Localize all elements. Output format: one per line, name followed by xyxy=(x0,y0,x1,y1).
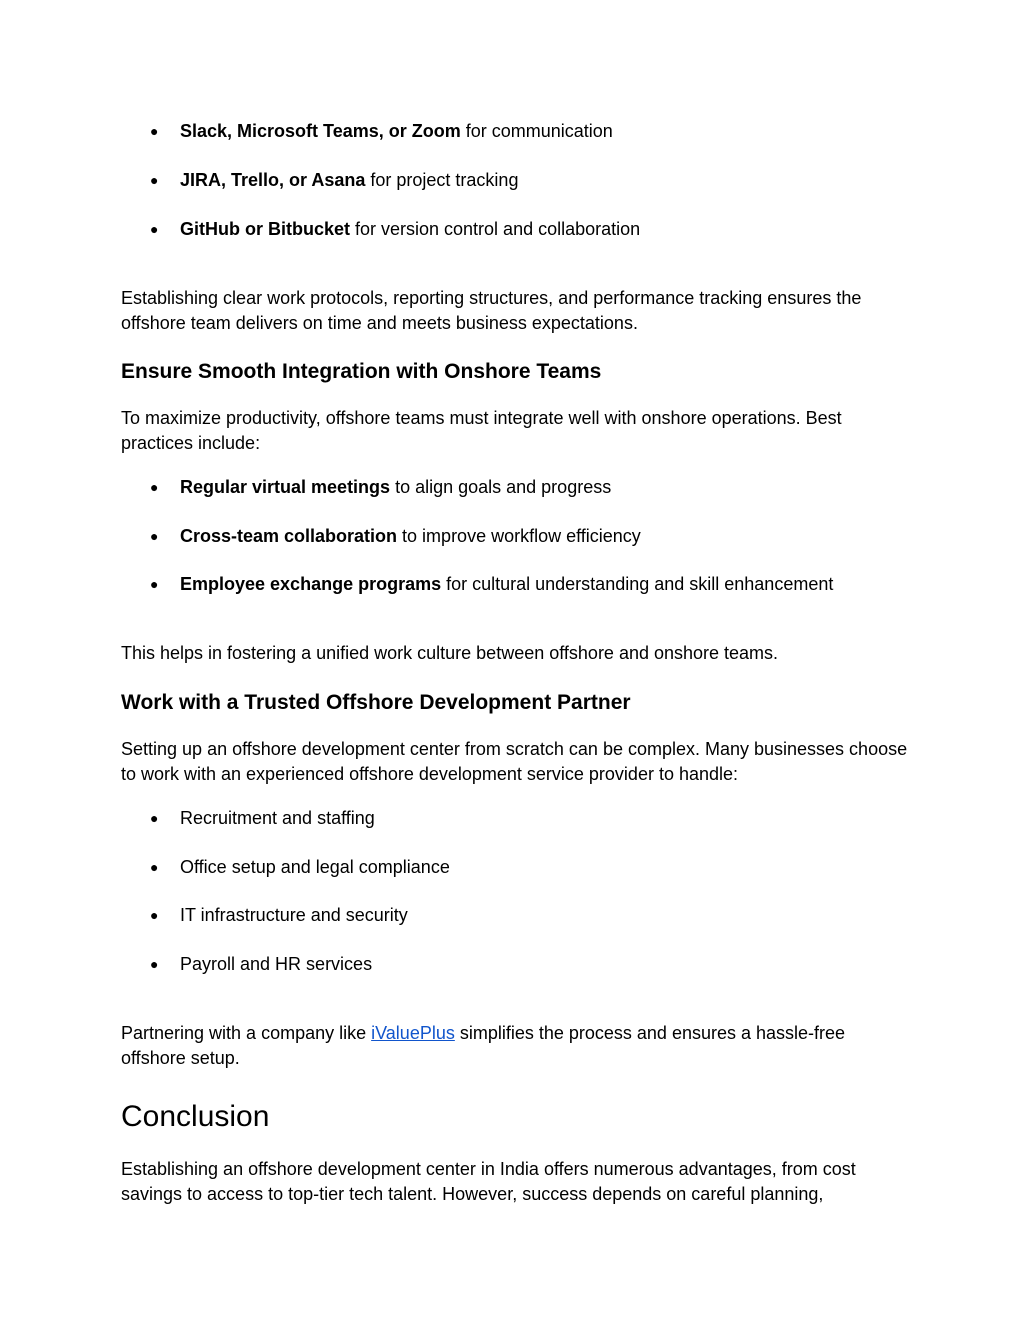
paragraph-integration: To maximize productivity, offshore teams must integrate well with onshore operations. Best practices include: xyxy=(121,408,842,453)
list-item-project-tools xyxy=(150,168,910,192)
list-item-text: for version control and collaboration xyxy=(350,219,641,239)
heading-partner: Work with a Trusted Offshore Development Partner xyxy=(121,691,631,714)
heading-integration: Ensure Smooth Integration with Onshore Teams xyxy=(121,360,602,383)
list-item-communication-tools xyxy=(150,119,910,143)
list-item-text: for communication xyxy=(460,121,613,141)
bullet-icon: ● xyxy=(150,810,159,826)
paragraph-protocols: Establishing clear work protocols, reporting structures, and performance tracking ensures the offshore team delivers on time and meets business expectations. xyxy=(121,288,862,333)
bullet-icon: ● xyxy=(150,576,159,592)
bullet-icon: ● xyxy=(150,528,159,544)
bullet-icon: ● xyxy=(150,907,159,923)
list-item-text: for cultural understanding and skill enhancement xyxy=(441,574,834,594)
bullet-icon: ● xyxy=(150,956,159,972)
bullet-icon: ● xyxy=(150,479,159,495)
bullet-icon: ● xyxy=(150,221,159,237)
heading-conclusion: Conclusion xyxy=(121,1100,270,1133)
list-item-bold: Slack, Microsoft Teams, or Zoom xyxy=(180,121,461,141)
list-item-payroll xyxy=(150,952,910,976)
list-item-office-setup xyxy=(150,855,910,879)
bullet-icon: ● xyxy=(150,123,159,139)
list-item-text: Recruitment and staffing xyxy=(180,808,375,828)
paragraph-text: Partnering with a company like xyxy=(121,1023,372,1043)
list-item-text: Payroll and HR services xyxy=(180,954,373,974)
list-item-recruitment xyxy=(150,806,910,830)
list-item-text: IT infrastructure and security xyxy=(180,905,408,925)
list-item-virtual-meetings xyxy=(150,475,910,499)
list-item-bold: Employee exchange programs xyxy=(180,574,442,594)
bullet-icon: ● xyxy=(150,172,159,188)
list-item-employee-exchange xyxy=(150,572,910,596)
list-item-text: to improve workflow efficiency xyxy=(397,526,641,546)
list-item-version-tools xyxy=(150,217,910,241)
list-item-bold: JIRA, Trello, or Asana xyxy=(180,170,366,190)
list-item-bold: Cross-team collaboration xyxy=(180,526,398,546)
list-item-text: to align goals and progress xyxy=(390,477,612,497)
ivalueplus-link[interactable]: iValuePlus xyxy=(371,1023,455,1043)
paragraph-partner: Setting up an offshore development center from scratch can be complex. Many businesses choose to work with an experienced offshore development service provider to handle: xyxy=(121,739,908,784)
list-item-text: Office setup and legal compliance xyxy=(180,857,450,877)
list-item-text: for project tracking xyxy=(365,170,519,190)
paragraph-text: simplifies the process and ensures a hassle-free offshore setup. xyxy=(121,1023,846,1068)
list-item-cross-team xyxy=(150,524,910,548)
list-item-bold: Regular virtual meetings xyxy=(180,477,391,497)
paragraph-ivalueplus xyxy=(121,1021,911,1070)
paragraph-conclusion: Establishing an offshore development center in India offers numerous advantages, from cost savings to access to top-tier tech talent. However, success depends on careful planning, xyxy=(121,1159,856,1204)
list-item-bold: GitHub or Bitbucket xyxy=(180,219,350,239)
list-item-it-infrastructure xyxy=(150,903,910,927)
paragraph-unified: This helps in fostering a unified work culture between offshore and onshore teams. xyxy=(121,643,779,663)
bullet-icon: ● xyxy=(150,859,159,875)
